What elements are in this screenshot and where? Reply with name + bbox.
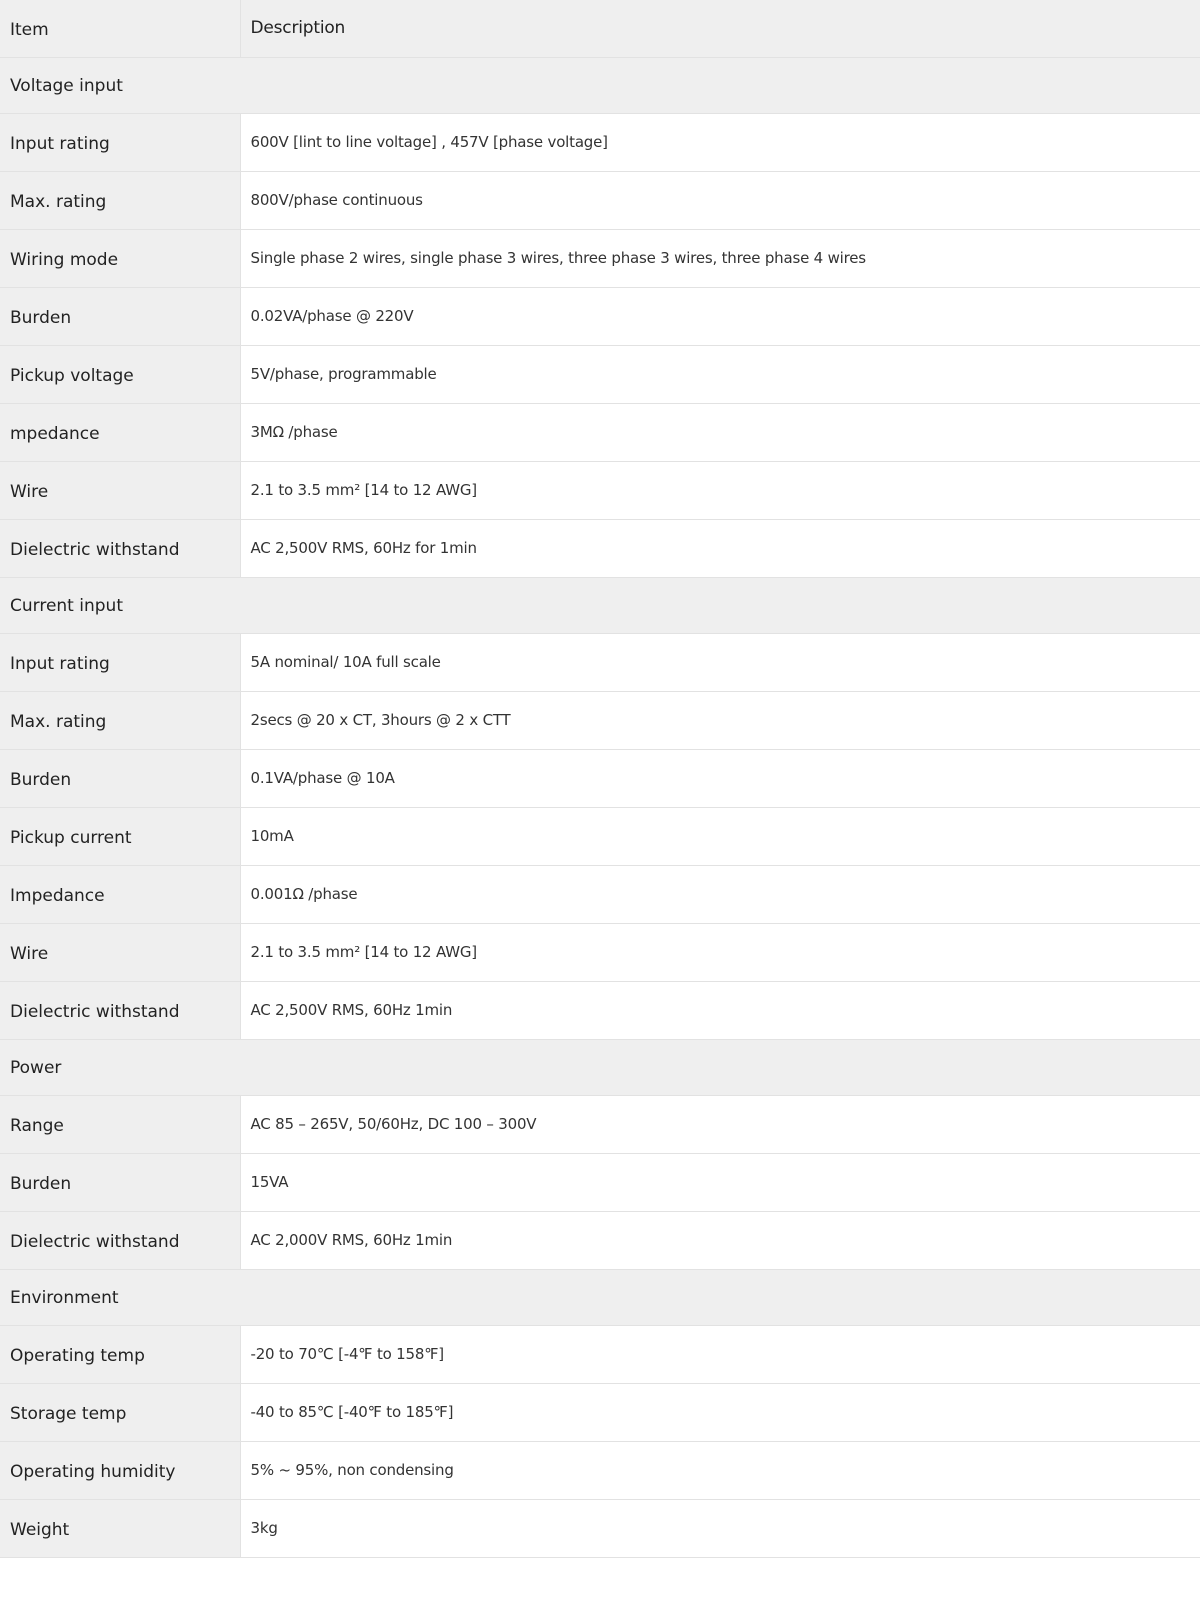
row-item-label: Max. rating: [0, 172, 240, 230]
row-description: 3MΩ /phase: [240, 404, 1200, 462]
table-row: [0, 114, 1200, 172]
row-description: 5% ~ 95%, non condensing: [240, 1442, 1200, 1500]
row-item-label: Dielectric withstand: [0, 982, 240, 1040]
table-body: [0, 58, 1200, 1558]
section-title: Environment: [0, 1270, 1200, 1326]
row-description: -20 to 70℃ [-4℉ to 158℉]: [240, 1326, 1200, 1384]
table-row: [0, 288, 1200, 346]
row-description: 0.001Ω /phase: [240, 866, 1200, 924]
row-item-label: Burden: [0, 750, 240, 808]
section-title: Current input: [0, 578, 1200, 634]
table-row: [0, 924, 1200, 982]
table-row: [0, 520, 1200, 578]
table-row: [0, 1212, 1200, 1270]
row-item-label: Burden: [0, 1154, 240, 1212]
table-row: [0, 808, 1200, 866]
row-item-label: Weight: [0, 1500, 240, 1558]
table-row: [0, 230, 1200, 288]
row-description: AC 2,500V RMS, 60Hz 1min: [240, 982, 1200, 1040]
row-item-label: Max. rating: [0, 692, 240, 750]
section-header-row: [0, 1270, 1200, 1326]
table-row: [0, 1500, 1200, 1558]
table-row: [0, 1442, 1200, 1500]
row-item-label: Wire: [0, 924, 240, 982]
row-description: 2.1 to 3.5 mm² [14 to 12 AWG]: [240, 924, 1200, 982]
row-item-label: Dielectric withstand: [0, 520, 240, 578]
row-description: 0.1VA/phase @ 10A: [240, 750, 1200, 808]
row-item-label: Dielectric withstand: [0, 1212, 240, 1270]
row-description: 800V/phase continuous: [240, 172, 1200, 230]
row-description: 0.02VA/phase @ 220V: [240, 288, 1200, 346]
row-description: 2.1 to 3.5 mm² [14 to 12 AWG]: [240, 462, 1200, 520]
row-item-label: Impedance: [0, 866, 240, 924]
table-row: [0, 1384, 1200, 1442]
row-description: 3kg: [240, 1500, 1200, 1558]
section-title: Voltage input: [0, 58, 1200, 114]
row-description: AC 85 – 265V, 50/60Hz, DC 100 – 300V: [240, 1096, 1200, 1154]
row-description: AC 2,000V RMS, 60Hz 1min: [240, 1212, 1200, 1270]
row-item-label: Input rating: [0, 634, 240, 692]
table-row: [0, 172, 1200, 230]
table-row: [0, 866, 1200, 924]
row-description: Single phase 2 wires, single phase 3 wires, three phase 3 wires, three phase 4 wires: [240, 230, 1200, 288]
row-description: 15VA: [240, 1154, 1200, 1212]
table-row: [0, 982, 1200, 1040]
row-item-label: Pickup current: [0, 808, 240, 866]
header-description: Description: [240, 0, 1200, 58]
table-row: [0, 1326, 1200, 1384]
row-description: AC 2,500V RMS, 60Hz for 1min: [240, 520, 1200, 578]
table-row: [0, 1096, 1200, 1154]
row-description: 10mA: [240, 808, 1200, 866]
row-item-label: Storage temp: [0, 1384, 240, 1442]
section-header-row: [0, 578, 1200, 634]
section-header-row: [0, 1040, 1200, 1096]
table-row: [0, 692, 1200, 750]
row-item-label: Input rating: [0, 114, 240, 172]
section-header-row: [0, 58, 1200, 114]
header-item: Item: [0, 0, 240, 58]
row-item-label: Operating temp: [0, 1326, 240, 1384]
row-description: 5V/phase, programmable: [240, 346, 1200, 404]
row-item-label: Operating humidity: [0, 1442, 240, 1500]
table-row: [0, 462, 1200, 520]
row-item-label: Burden: [0, 288, 240, 346]
table-row: [0, 346, 1200, 404]
row-item-label: Pickup voltage: [0, 346, 240, 404]
row-item-label: mpedance: [0, 404, 240, 462]
row-item-label: Wire: [0, 462, 240, 520]
table-row: [0, 1154, 1200, 1212]
row-item-label: Range: [0, 1096, 240, 1154]
table-header: [0, 0, 1200, 58]
row-description: -40 to 85℃ [-40℉ to 185℉]: [240, 1384, 1200, 1442]
table-row: [0, 634, 1200, 692]
table-row: [0, 750, 1200, 808]
row-description: 5A nominal/ 10A full scale: [240, 634, 1200, 692]
section-title: Power: [0, 1040, 1200, 1096]
row-description: 2secs @ 20 x CT, 3hours @ 2 x CTT: [240, 692, 1200, 750]
row-description: 600V [lint to line voltage] , 457V [phase voltage]: [240, 114, 1200, 172]
table-row: [0, 404, 1200, 462]
row-item-label: Wiring mode: [0, 230, 240, 288]
